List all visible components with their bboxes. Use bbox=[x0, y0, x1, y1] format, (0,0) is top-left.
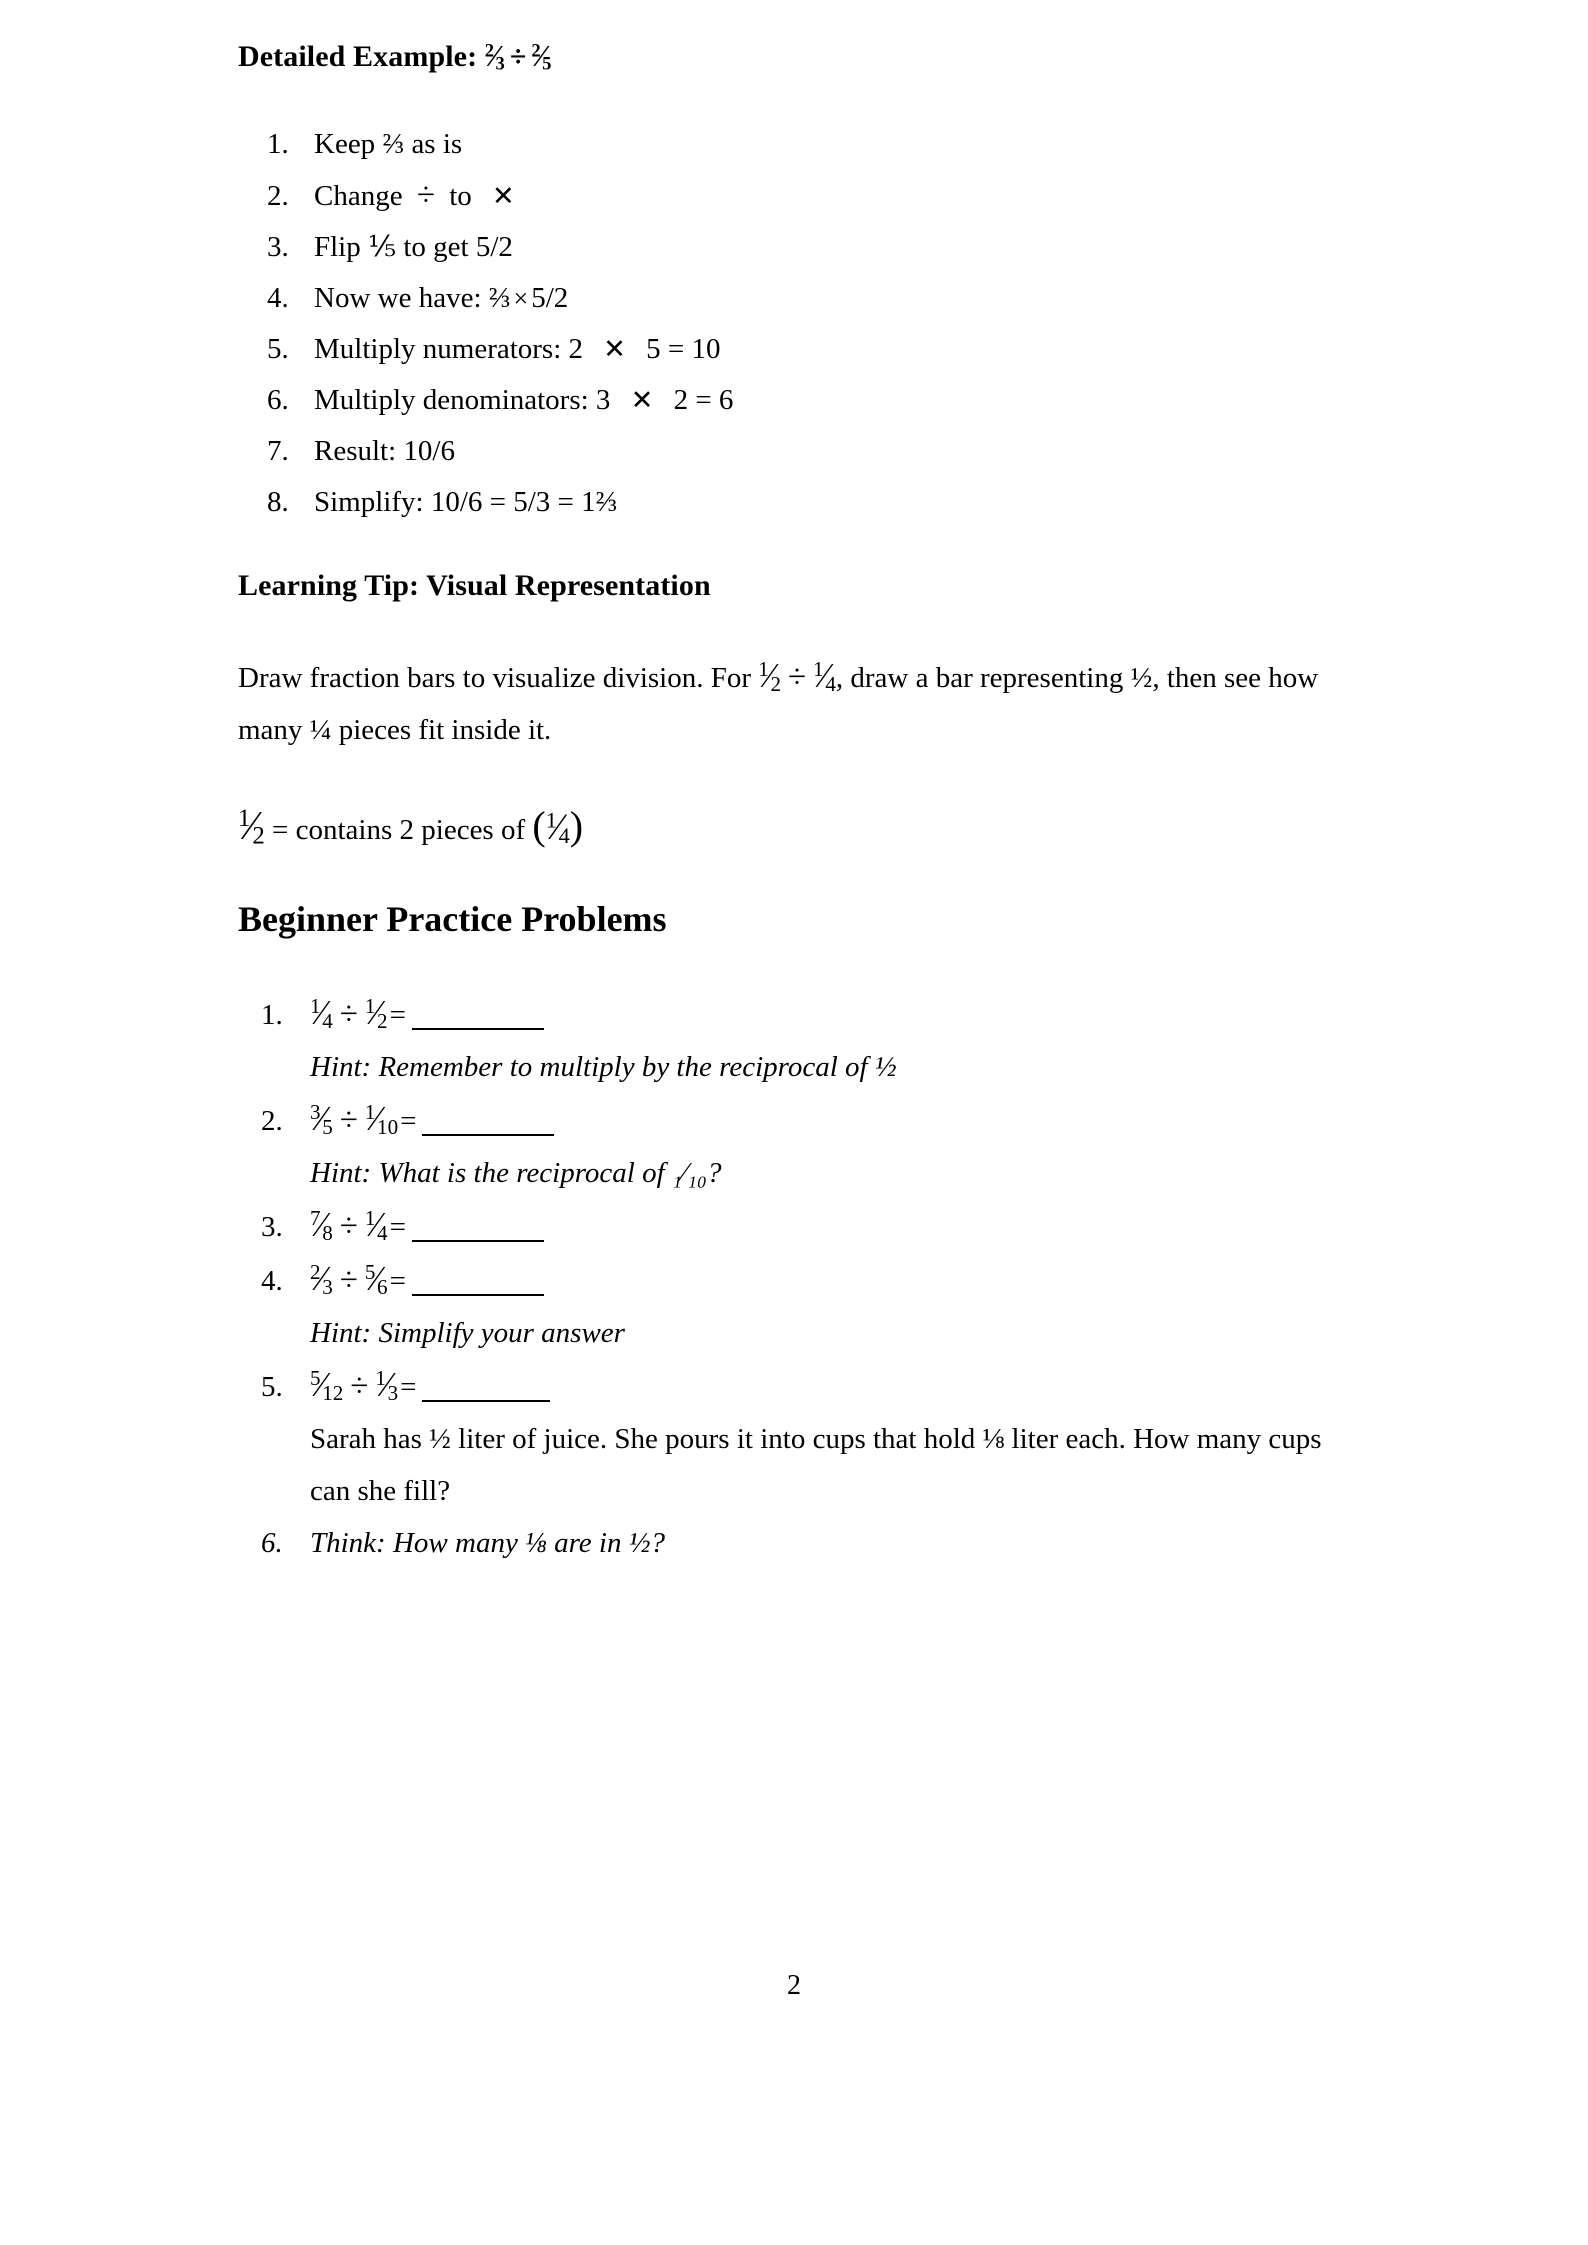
fraction-slash-icon: ⁄ bbox=[373, 1205, 380, 1245]
paragraph-vulgar-half: ½ bbox=[1130, 662, 1153, 694]
paragraph-text: , draw a bar representing bbox=[835, 662, 1124, 694]
fraction-slash-icon: ⁄ bbox=[318, 1099, 325, 1139]
answer-blank[interactable] bbox=[412, 1240, 544, 1242]
step-text: Flip bbox=[314, 231, 361, 263]
fraction-slash-icon: ⁄ bbox=[373, 1099, 380, 1139]
problem-fraction-b: $^1$⁄3 bbox=[375, 1365, 399, 1405]
word-problem-text: Sarah has ½ liter of juice. She pours it into cups that hold ⅛ liter each. How many cups can she fill? bbox=[310, 1423, 1322, 1508]
fraction-slash-icon: ⁄ bbox=[318, 1365, 325, 1405]
paren-open: ( bbox=[532, 803, 546, 848]
practice-problem-item bbox=[290, 1253, 1358, 1359]
fraction-slash-icon: ⁄ bbox=[821, 656, 828, 695]
problem-fraction-b: $^5$⁄6 bbox=[364, 1259, 388, 1299]
think-prompt-text: Think: How many ⅛ are in ½? bbox=[310, 1527, 665, 1560]
problem-fraction-b: $^1$⁄10 bbox=[364, 1099, 399, 1139]
divide-icon: ÷ bbox=[339, 996, 358, 1033]
fraction-slash-icon: ⁄ bbox=[766, 656, 773, 695]
spacer-after-tip-heading bbox=[238, 604, 1358, 650]
fraction-slash-icon: ⁄ bbox=[373, 993, 380, 1033]
equals-sign: = bbox=[389, 1211, 406, 1244]
spacer-before-tip bbox=[238, 528, 1358, 568]
fraction-slash-icon: ⁄ bbox=[247, 803, 255, 848]
formula-text: = contains 2 pieces of bbox=[272, 814, 526, 846]
practice-problems-heading: Beginner Practice Problems bbox=[238, 899, 667, 939]
detailed-example-heading-label: Detailed Example: bbox=[238, 40, 478, 73]
divide-icon: ÷ bbox=[416, 177, 435, 213]
step-text: Multiply numerators: 2 bbox=[314, 333, 584, 365]
practice-problem-item bbox=[290, 1093, 1358, 1199]
equals-sign: = bbox=[400, 1105, 417, 1138]
problem-fraction-b: $^1$⁄4 bbox=[364, 1205, 388, 1245]
problem-hint: Hint: Simplify your answer bbox=[310, 1317, 625, 1350]
problem-fraction-b: $^1$⁄2 bbox=[364, 993, 388, 1033]
paragraph-text: pieces fit inside it. bbox=[338, 714, 552, 746]
equals-sign: = bbox=[389, 999, 406, 1032]
paren-close: ) bbox=[569, 803, 584, 848]
fraction-slash-icon: ⁄ bbox=[538, 39, 544, 73]
learning-tip-heading: Learning Tip: Visual Representation bbox=[238, 569, 711, 602]
divide-icon: ÷ bbox=[339, 1102, 358, 1139]
practice-problem-item bbox=[290, 1359, 1358, 1517]
multiply-icon: ✕ bbox=[630, 385, 654, 415]
multiply-icon: × bbox=[513, 284, 529, 313]
step-item bbox=[296, 222, 1358, 273]
divide-icon: ÷ bbox=[788, 659, 807, 695]
page-number: 2 bbox=[787, 1970, 801, 2001]
step-fraction: ⅔ bbox=[488, 282, 511, 314]
practice-problem-item bbox=[290, 987, 1358, 1093]
spacer-after-heading bbox=[238, 75, 1358, 119]
step-text: Multiply denominators: 3 bbox=[314, 384, 611, 416]
equals-sign: = bbox=[389, 1265, 406, 1298]
problem-hint: Hint: What is the reciprocal of ₁⁄₁₀? bbox=[310, 1157, 722, 1190]
problem-fraction-a: $^3$⁄5 bbox=[310, 1099, 333, 1139]
step-text: 2 = 6 bbox=[673, 384, 734, 416]
step-fraction: ⅕ bbox=[368, 231, 397, 263]
visual-formula-line bbox=[238, 800, 1358, 856]
detailed-example-steps-list bbox=[238, 119, 1358, 528]
fraction-slash-icon: ⁄ bbox=[554, 806, 561, 847]
learning-tip-paragraph bbox=[238, 650, 1358, 756]
problem-fraction-a: $^1$⁄4 bbox=[310, 993, 333, 1033]
page-content bbox=[238, 0, 1358, 1569]
step-text: Simplify: 10/6 = 5/3 = 1 bbox=[314, 486, 596, 518]
fraction-slash-icon: ⁄ bbox=[318, 993, 325, 1033]
divide-icon: ÷ bbox=[339, 1208, 358, 1245]
step-text: Now we have: bbox=[314, 282, 482, 314]
multiply-icon: ✕ bbox=[492, 181, 515, 211]
paragraph-vulgar-quarter: ¼ bbox=[309, 714, 332, 746]
step-fraction: ⅔ bbox=[595, 486, 618, 518]
step-item bbox=[296, 273, 1358, 324]
practice-problem-item bbox=[290, 1517, 1358, 1569]
answer-blank[interactable] bbox=[422, 1400, 550, 1402]
fraction-slash-icon: ⁄ bbox=[492, 39, 498, 73]
paragraph-fraction-quarter: $^1$⁄4 bbox=[813, 656, 836, 696]
divide-icon: ÷ bbox=[339, 1262, 358, 1299]
equals-sign: = bbox=[400, 1371, 417, 1404]
top-spacer bbox=[238, 0, 1358, 38]
problem-fraction-a: $^2$⁄3 bbox=[310, 1259, 333, 1299]
heading-fraction-one: $^2$⁄3 bbox=[484, 39, 505, 75]
formula-fraction-half: $^1$⁄2 bbox=[238, 803, 265, 850]
paragraph-fraction-half: $^1$⁄2 bbox=[758, 656, 782, 696]
step-item bbox=[296, 324, 1358, 375]
fraction-slash-icon: ⁄ bbox=[383, 1365, 390, 1405]
step-item bbox=[296, 426, 1358, 477]
answer-blank[interactable] bbox=[412, 1294, 544, 1296]
practice-problem-item bbox=[290, 1199, 1358, 1253]
answer-blank[interactable] bbox=[422, 1134, 554, 1136]
answer-blank[interactable] bbox=[412, 1028, 544, 1030]
paragraph-text: Draw fraction bars to visualize division. For bbox=[238, 662, 752, 694]
problem-hint: Hint: Remember to multiply by the reciprocal of ½ bbox=[310, 1051, 897, 1084]
step-text: Keep bbox=[314, 128, 376, 160]
formula-fraction-quarter: $^1$⁄4 bbox=[545, 806, 570, 849]
divide-icon: ÷ bbox=[509, 40, 527, 73]
fraction-slash-icon: ⁄ bbox=[373, 1259, 380, 1299]
step-text: to get 5/2 bbox=[403, 231, 513, 263]
fraction-slash-icon: ⁄ bbox=[318, 1205, 325, 1245]
problem-fraction-a: $^7$⁄8 bbox=[310, 1205, 333, 1245]
problem-fraction-a: $^5$⁄12 bbox=[310, 1365, 344, 1405]
heading-fraction-two: $^2$⁄5 bbox=[531, 39, 552, 75]
step-text: Result: 10/6 bbox=[314, 435, 455, 467]
step-item bbox=[296, 375, 1358, 426]
step-item bbox=[296, 170, 1358, 222]
spacer-before-practice bbox=[238, 856, 1358, 898]
practice-problems-list bbox=[238, 987, 1358, 1569]
fraction-slash-icon: ⁄ bbox=[318, 1259, 325, 1299]
spacer-after-practice-heading bbox=[238, 941, 1358, 987]
multiply-icon: ✕ bbox=[603, 334, 626, 364]
divide-icon: ÷ bbox=[350, 1368, 369, 1405]
spacer-before-formula bbox=[238, 756, 1358, 800]
step-text: to bbox=[449, 180, 472, 212]
step-text: 5 = 10 bbox=[646, 333, 721, 365]
step-text: as is bbox=[411, 128, 463, 160]
detailed-example-heading bbox=[238, 38, 1358, 75]
step-item bbox=[296, 119, 1358, 170]
step-item bbox=[296, 477, 1358, 528]
step-text: Change bbox=[314, 180, 403, 212]
step-fraction: ⅔ bbox=[382, 128, 405, 160]
paragraph-text: , then see how many bbox=[238, 662, 1319, 746]
step-text: 5/2 bbox=[531, 282, 569, 314]
